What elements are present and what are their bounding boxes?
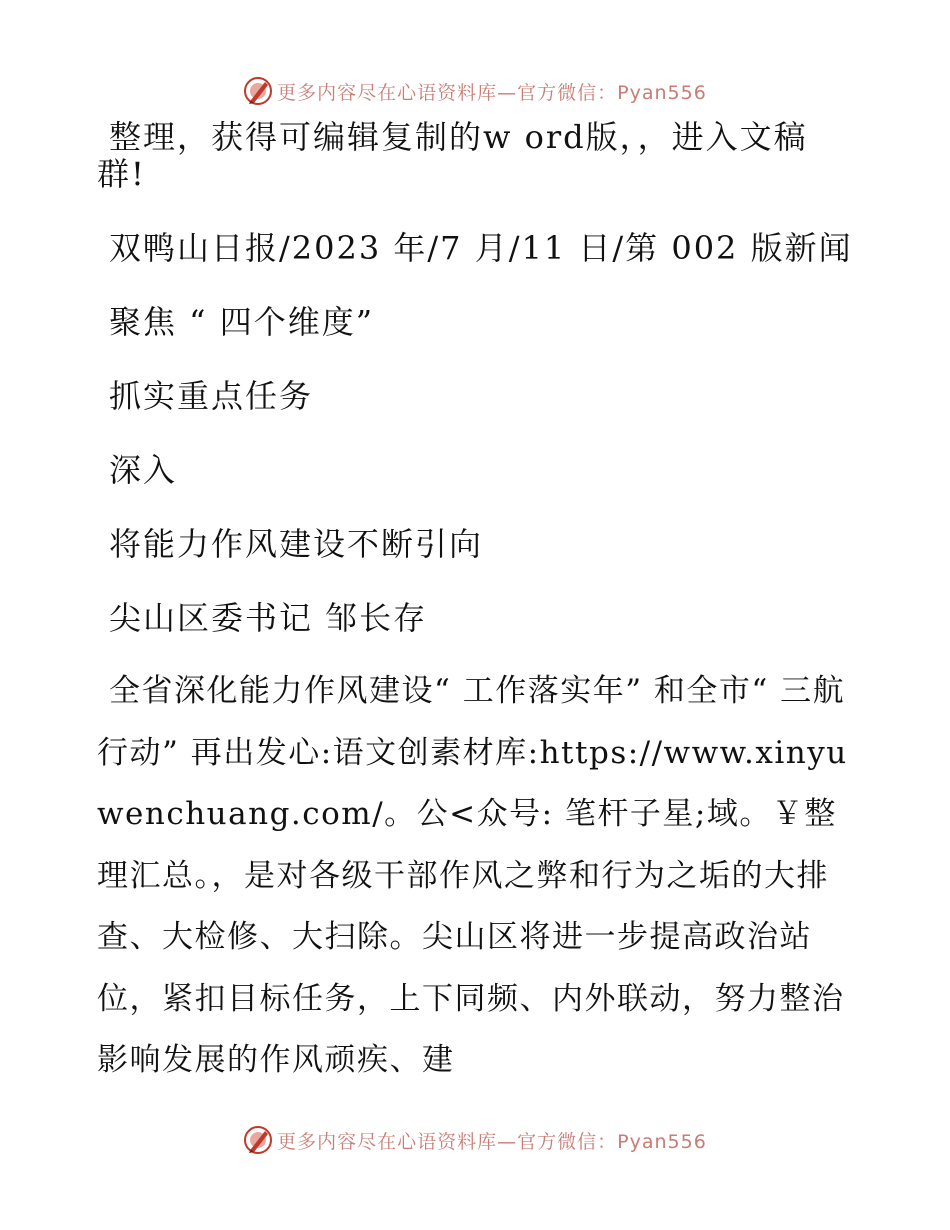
watermark-footer xyxy=(0,1120,950,1160)
text-line: 整理，获得可编辑复制的w ord版，，进入文稿 xyxy=(109,118,808,156)
watermark-text: 更多内容尽在心语资料库—官方微信：Pyan556 xyxy=(277,81,707,104)
headline: 聚焦 “ 四个维度” xyxy=(109,303,375,341)
text-line: 群! xyxy=(97,155,146,193)
watermark-text: 更多内容尽在心语资料库—官方微信：Pyan556 xyxy=(277,1130,707,1153)
pen-logo-icon xyxy=(243,1125,273,1155)
byline: 尖山区委书记 邹长存 xyxy=(109,599,428,637)
body-paragraph: 全省深化能力作风建设“ 工作落实年” 和全市“ 三航行动” 再出发心:语文创素材库:https://www.xinyuwenchuang.com/。公<众号: 笔杆子星;域。￥整理汇总。，是对各级干部作风之弊和行为之垢的大排查、大检修、大扫除。尖山区将进一步提高政治站位，紧扣目标任务，上下同频、内外联动，努力整治影响发展的作风顽疾、建 xyxy=(97,673,848,1078)
document-body xyxy=(97,119,857,1092)
headline: 深入 xyxy=(109,451,178,489)
text-line: 双鸭山日报/2023 年/7 月/11 日/第 002 版新闻 xyxy=(109,229,853,267)
watermark-header xyxy=(0,71,950,111)
headline: 抓实重点任务 xyxy=(109,377,314,415)
headline: 将能力作风建设不断引向 xyxy=(109,525,484,563)
pen-logo-icon xyxy=(243,76,273,106)
